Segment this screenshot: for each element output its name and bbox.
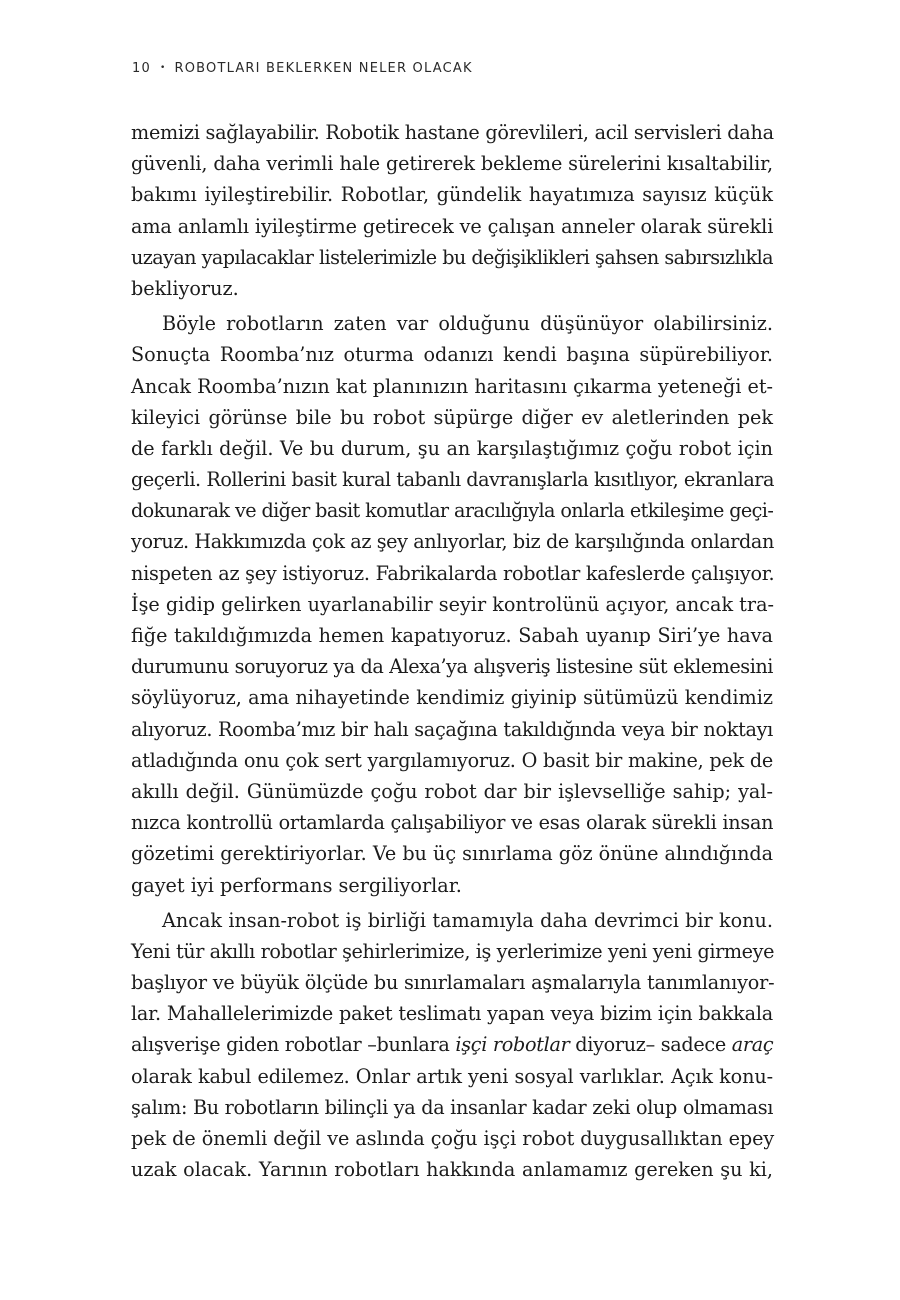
text-line: akıllı değil. Günümüzde çoğu robot dar bir işlevselliğe sahip; yal- bbox=[131, 779, 773, 803]
text-line: atladığında onu çok sert yargılamıyoruz. O basit bir makine, pek de bbox=[131, 748, 773, 772]
text-line: dokunarak ve diğer basit komutlar aracılığıyla onlarla etkileşime geçi- bbox=[131, 499, 774, 523]
text-fragment: alışverişe giden robotlar –bunlara bbox=[131, 1033, 456, 1057]
text-line: İşe gidip gelirken uyarlanabilir seyir kontrolünü açıyor, ancak tra- bbox=[131, 592, 774, 616]
text-line: geçerli. Rollerini basit kural tabanlı davranışlarla kısıtlıyor, ekranlara bbox=[131, 468, 775, 492]
page-number: 10 bbox=[132, 61, 151, 76]
text-line: başlıyor ve büyük ölçüde bu sınırlamaları aşmalarıyla tanımlanıyor- bbox=[131, 971, 775, 995]
text-line: güvenli, daha verimli hale getirerek bekleme sürelerini kısaltabilir, bbox=[131, 152, 773, 176]
text-line: memizi sağlayabilir. Robotik hastane görevlileri, acil servisleri daha bbox=[131, 121, 774, 144]
text-line: yoruz. Hakkımızda çok az şey anlıyorlar, biz de karşılığında onlardan bbox=[131, 530, 774, 554]
text-line: söylüyoruz, ama nihayetinde kendimiz giyinip sütümüzü kendimiz bbox=[131, 686, 773, 710]
body-text bbox=[131, 117, 773, 1185]
text-line: nispeten az şey istiyoruz. Fabrikalarda robotlar kafeslerde çalışıyor. bbox=[131, 561, 775, 585]
text-line: ama anlamlı iyileştirme getirecek ve çalışan anneler olarak sürekli bbox=[131, 214, 774, 238]
text-line: durumunu soruyoruz ya da Alexa’ya alışveriş listesine süt eklemesini bbox=[131, 655, 773, 679]
text-line: Böyle robotların zaten var olduğunu düşünüyor olabilirsiniz. bbox=[162, 312, 773, 336]
paragraph-1 bbox=[131, 117, 773, 304]
running-header bbox=[132, 61, 473, 76]
text-line: şalım: Bu robotların bilinçli ya da insanlar kadar zeki olup olmaması bbox=[131, 1095, 773, 1119]
text-line: Yeni tür akıllı robotlar şehirlerimize, iş yerlerimize yeni yeni girmeye bbox=[131, 939, 775, 963]
text-line: gayet iyi performans sergiliyorlar. bbox=[131, 873, 462, 897]
text-line: alıyoruz. Roomba’mız bir halı saçağına takıldığında veya bir noktayı bbox=[131, 717, 773, 741]
text-line: bekliyoruz. bbox=[131, 276, 239, 300]
header-bullet: • bbox=[159, 63, 167, 73]
text-line: Sonuçta Roomba’nız oturma odanızı kendi başına süpürebiliyor. bbox=[131, 343, 773, 367]
text-line: fiğe takıldığımızda hemen kapatıyoruz. Sabah uyanıp Siri’ye hava bbox=[131, 624, 773, 647]
text-line: uzayan yapılacaklar listelerimizle bu değişiklikleri şahsen sabırsızlıkla bbox=[131, 245, 773, 269]
text-line: olarak kabul edilemez. Onlar artık yeni sosyal varlıklar. Açık konu- bbox=[131, 1064, 773, 1088]
text-fragment: diyoruz– sadece bbox=[569, 1033, 732, 1057]
paragraph-3 bbox=[131, 905, 773, 1186]
text-line: bakımı iyileştirebilir. Robotlar, gündelik hayatımıza sayısız küçük bbox=[131, 183, 773, 207]
text-line: de farklı değil. Ve bu durum, şu an karşılaştığımız çoğu robot için bbox=[131, 436, 773, 460]
text-line: lar. Mahallelerimizde paket teslimatı yapan veya bizim için bakkala bbox=[131, 1002, 773, 1026]
italic-term-tool: araç bbox=[731, 1033, 774, 1057]
text-line: nızca kontrollü ortamlarda çalışabiliyor ve esas olarak sürekli insan bbox=[131, 811, 774, 835]
text-line: Ancak Roomba’nızın kat planınızın haritasını çıkarma yeteneği et- bbox=[131, 374, 774, 398]
book-title: ROBOTLARI BEKLERKEN NELER OLACAK bbox=[174, 61, 473, 76]
text-line: uzak olacak. Yarının robotları hakkında anlamamız gereken şu ki, bbox=[131, 1158, 773, 1182]
italic-term-worker-robots: işçi robotlar bbox=[455, 1033, 570, 1057]
text-line: Ancak insan-robot iş birliği tamamıyla daha devrimci bir konu. bbox=[162, 908, 773, 932]
text-line-with-italics bbox=[131, 1029, 773, 1060]
paragraph-2 bbox=[131, 308, 773, 901]
text-line: pek de önemli değil ve aslında çoğu işçi robot duygusallıktan epey bbox=[131, 1127, 775, 1150]
text-line: kileyici görünse bile bu robot süpürge diğer ev aletlerinden pek bbox=[131, 405, 773, 429]
text-line: gözetimi gerektiriyorlar. Ve bu üç sınırlama göz önüne alındığında bbox=[131, 842, 773, 866]
